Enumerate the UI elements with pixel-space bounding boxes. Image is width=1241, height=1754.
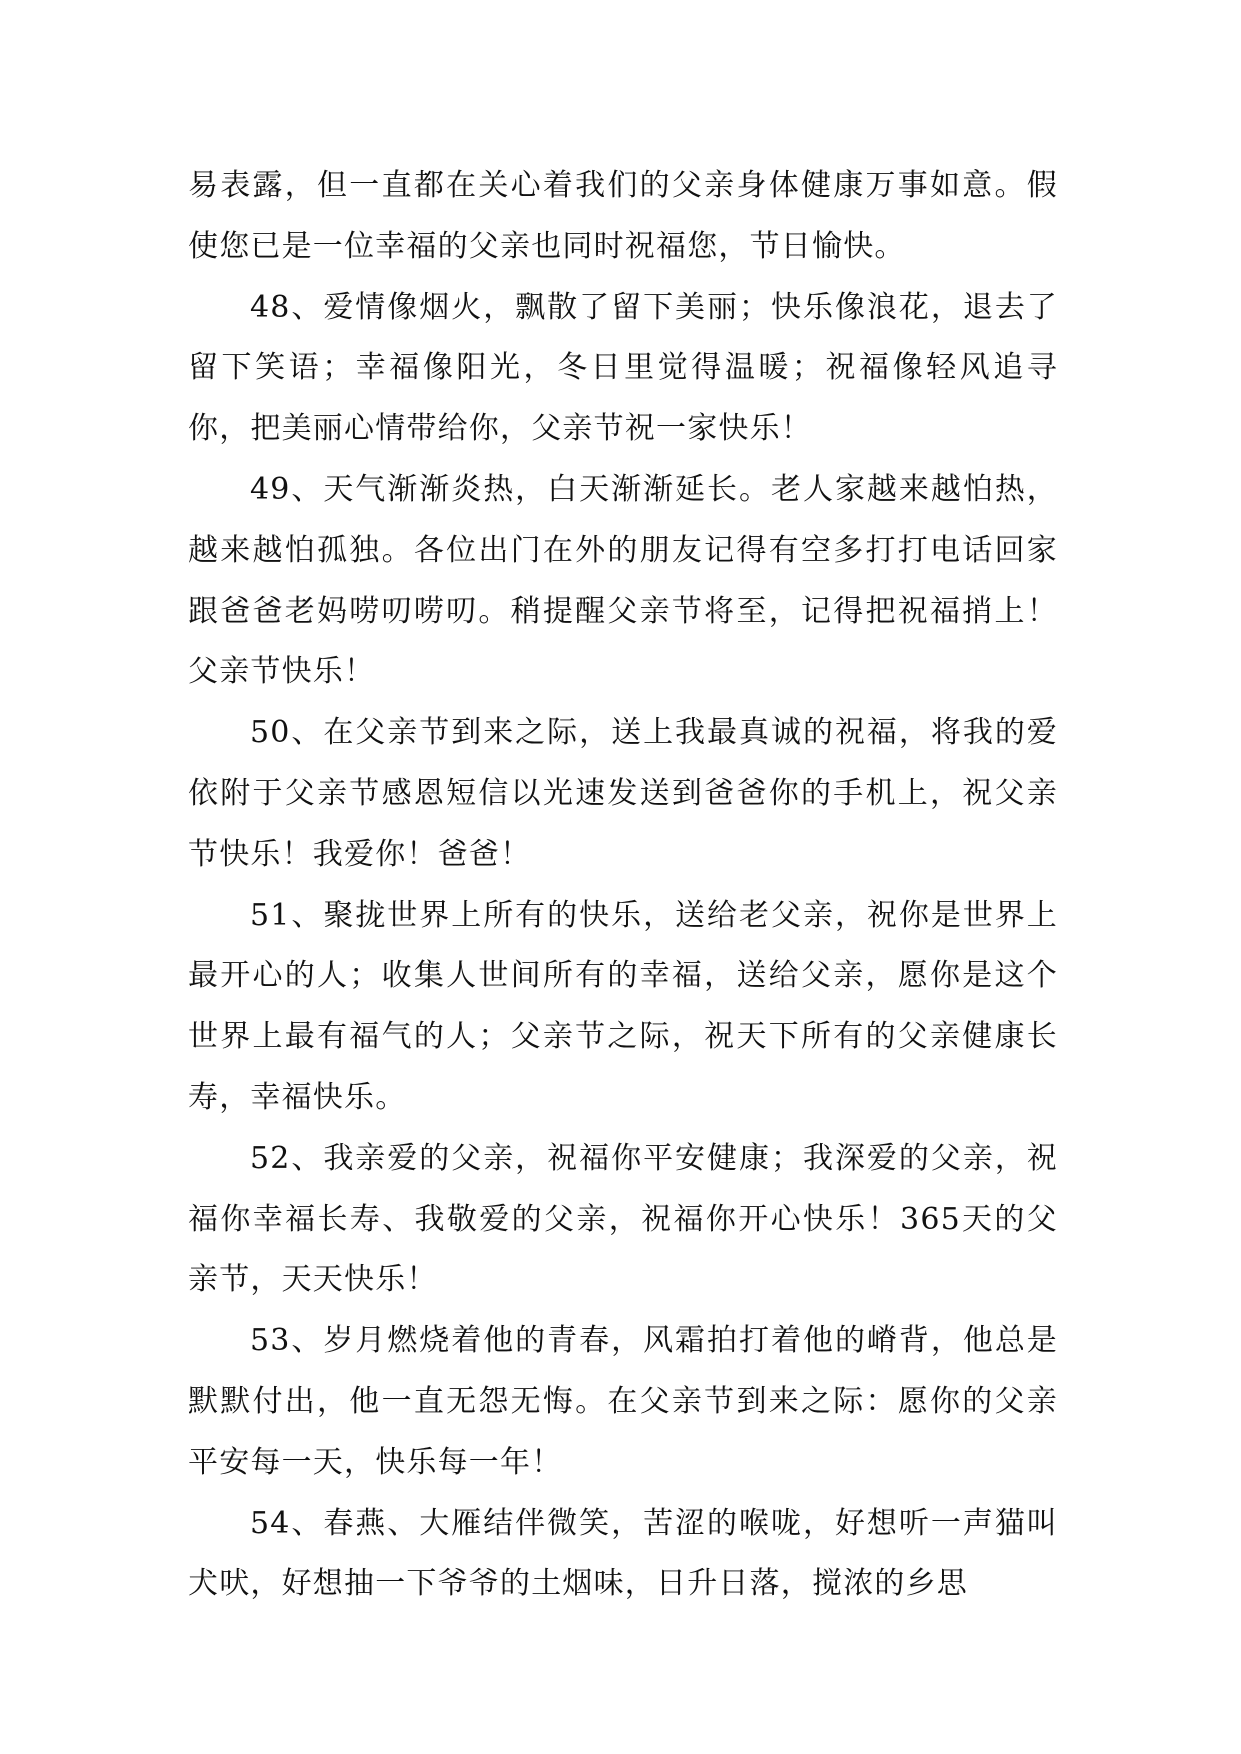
- paragraph-48: 48、爱情像烟火，飘散了留下美丽；快乐像浪花，退去了留下笑语；幸福像阳光，冬日里觉得温暖；祝福像轻风追寻你，把美丽心情带给你，父亲节祝一家快乐！: [188, 289, 1058, 447]
- paragraph-50: 50、在父亲节到来之际，送上我最真诚的祝福，将我的爱依附于父亲节感恩短信以光速发送到爸爸你的手机上，祝父亲节快乐！我爱你！爸爸！: [188, 715, 1058, 872]
- paragraph-52: 52、我亲爱的父亲，祝福你平安健康；我深爱的父亲，祝福你幸福长寿、我敬爱的父亲，祝福你开心快乐！365天的父亲节，天天快乐！: [188, 1140, 1058, 1298]
- paragraph-51: 51、聚拢世界上所有的快乐，送给老父亲，祝你是世界上最开心的人；收集人世间所有的幸福，送给父亲，愿你是这个世界上最有福气的人；父亲节之际，祝天下所有的父亲健康长寿，幸福快乐。: [188, 897, 1058, 1115]
- document-body: [188, 156, 1058, 1615]
- paragraph-54: 54、春燕、大雁结伴微笑，苦涩的喉咙，好想听一声猫叫犬吠，好想抽一下爷爷的土烟味，日升日落，搅浓的乡思: [188, 1505, 1058, 1602]
- paragraph-53: 53、岁月燃烧着他的青春，风霜拍打着他的嵴背，他总是默默付出，他一直无怨无悔。在父亲节到来之际：愿你的父亲平安每一天，快乐每一年！: [188, 1323, 1058, 1480]
- paragraph-continued: 易表露，但一直都在关心着我们的父亲身体健康万事如意。假使您已是一位幸福的父亲也同时祝福您，节日愉快。: [188, 168, 1058, 264]
- paragraph-49: 49、天气渐渐炎热，白天渐渐延长。老人家越来越怕热，越来越怕孤独。各位出门在外的朋友记得有空多打打电话回家跟爸爸老妈唠叨唠叨。稍提醒父亲节将至，记得把祝福捎上！父亲节快乐！: [188, 471, 1058, 690]
